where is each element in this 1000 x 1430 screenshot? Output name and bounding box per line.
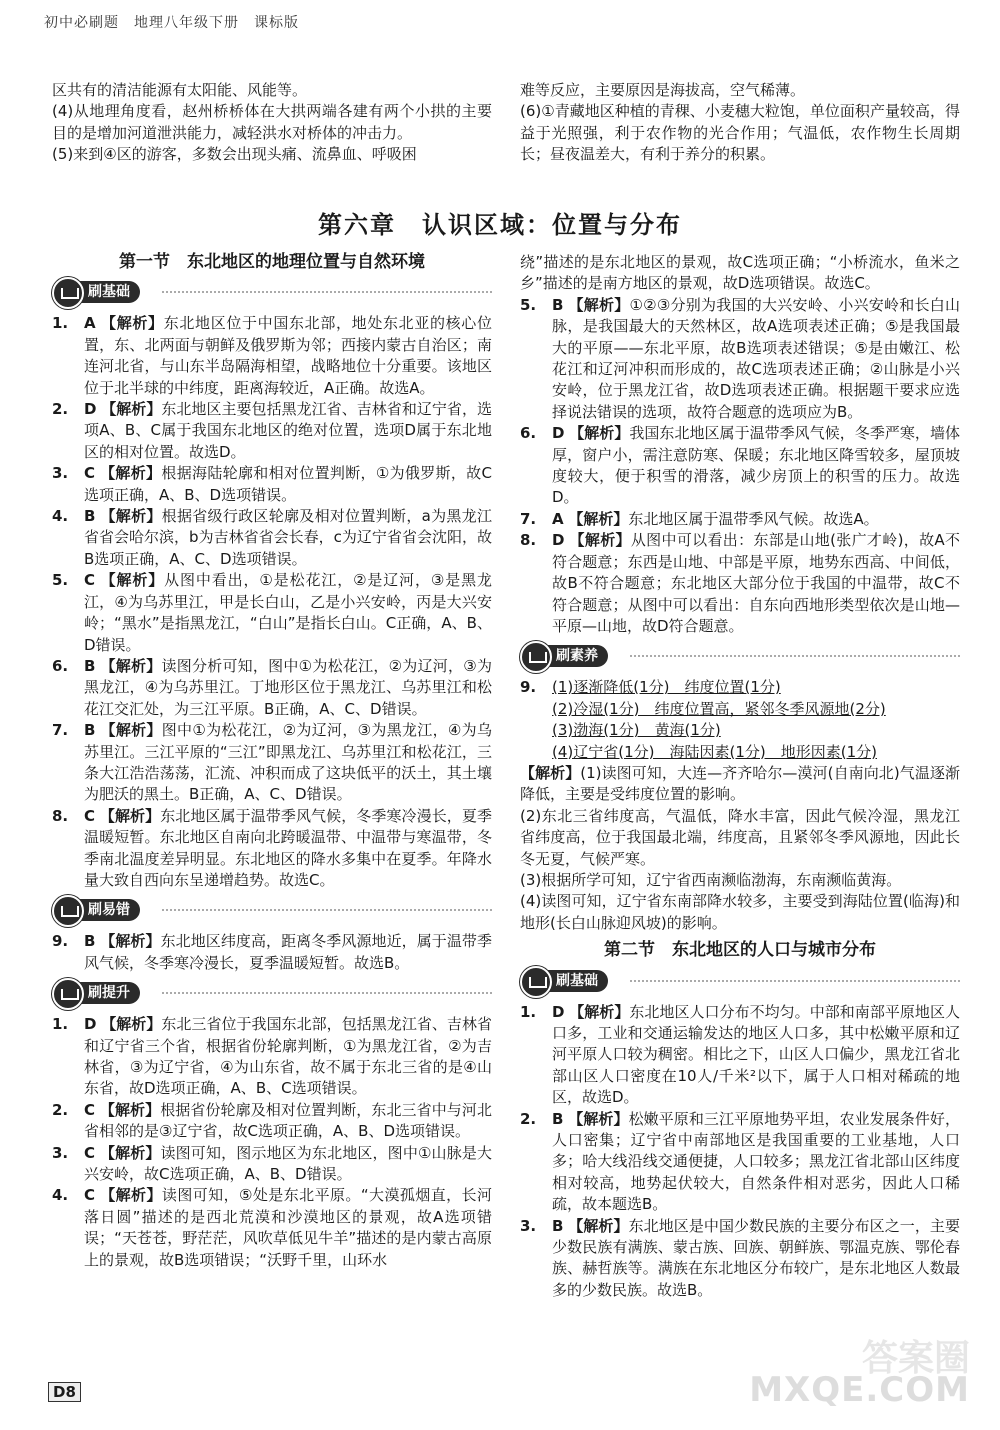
analysis-text: 东北地区位于中国东北部，地处东北亚的核心位置，东、北两面与朝鲜及俄罗斯为邻；西接内蒙古自治区；南连河北省，与山东半岛隔海相望，战略地位十分重要。该地区位于北半球的中纬度，距离海较近，A正确。故选A。 (84, 314, 492, 397)
answer-item (520, 295, 960, 423)
analysis-text: 图中①为松花江，②为辽河，③为黑龙江，④为乌苏里江。三江平原的“三江”即黑龙江、乌苏里江和松花江，三条大江浩浩荡荡，汇流、冲积而成了这块低平的沃土，其土壤为肥沃的黑土。B正确，A、C、D错误。 (84, 721, 492, 804)
analysis-tag: 【解析】 (100, 571, 165, 590)
top-right-line: 难等反应，主要原因是海拔高，空气稀薄。 (520, 81, 806, 99)
analysis-text: 东北地区纬度高，距离冬季风源地近，属于温带季风气候，冬季寒冷漫长，夏季温暖短暂。故选B。 (84, 932, 492, 972)
badge-label: 刷素养 (526, 645, 608, 667)
top-right-block (520, 80, 960, 166)
question-number: 4. (52, 1186, 69, 1205)
continued-text: 绕”描述的是东北地区的景观，故C选项正确；“小桥流水，鱼米之乡”描述的是南方地区的景观，故D选项错误。故选C。 (520, 253, 960, 293)
dotted-divider (162, 291, 492, 293)
answer-line: (2)冷湿(1分) 纬度位置高，紧邻冬季风源地(2分) (552, 699, 886, 718)
analysis-line: (2)东北三省纬度高，气温低，降水丰富，因此气候冷湿，黑龙江省纬度高，位于我国最北端，纬度高，且紧邻冬季风源地，因此长冬无夏，气候严寒。 (520, 806, 960, 868)
answer-item (52, 399, 492, 463)
analysis-tag: 【解析】 (568, 509, 629, 528)
answer-letter: D (552, 1002, 565, 1021)
book-icon (52, 277, 84, 309)
answer-letter: D (552, 531, 565, 550)
analysis-text: 根据省级行政区轮廓及相对位置判断，a为黑龙江省省会哈尔滨，b为吉林省省会长春，c为辽宁省省会沈阳，故B选项正确，A、C、D选项错误。 (84, 507, 492, 568)
analysis-text: 从图中看出，①是松花江，②是辽河，③是黑龙江，④为乌苏里江，甲是长白山，乙是小兴安岭，丙是大兴安岭；“黑水”是指黑龙江，“白山”是指长白山。C正确，A、B、D错误。 (84, 571, 492, 654)
answer-letter: D (552, 424, 565, 443)
answer-letter: B (84, 721, 96, 740)
answer-letter: D (84, 1015, 97, 1034)
analysis-text: 根据海陆轮廓和相对位置判断，①为俄罗斯，故C选项正确，A、B、D选项错误。 (84, 464, 492, 504)
answer-letter: C (84, 1186, 96, 1205)
question-number: 2. (52, 400, 69, 419)
answer-item (520, 1109, 960, 1216)
analysis-text: 根据省份轮廓及相对位置判断，东北三省中与河北省相邻的是③辽宁省，故C选项正确，A、B、D选项错误。 (84, 1100, 492, 1141)
badge-label: 刷基础 (526, 970, 608, 992)
badge-suyang (520, 643, 960, 669)
analysis-line: (3)根据所学可知，辽宁省西南濒临渤海，东南濒临黄海。 (520, 870, 902, 889)
dotted-divider (630, 655, 960, 657)
answer-letter: D (84, 400, 97, 419)
answer-letter: B (84, 656, 96, 675)
top-left-block (52, 80, 492, 166)
question-number: 9. (52, 932, 69, 951)
answer-item (520, 1002, 960, 1109)
badge-label: 刷易错 (58, 899, 140, 921)
analysis-tag: 【解析】 (569, 531, 631, 550)
running-header: 初中必刷题 地理八年级下册 课标版 (44, 15, 299, 31)
analysis-text: 松嫩平原和三江平原地势平坦，农业发展条件好，人口密集；辽宁省中南部地区是我国重要的工业基地，人口多；哈大线沿线交通便捷，人口较多；黑龙江省北部山区纬度相对较高，地势起伏较大，自然条件相对恶劣，因此人口稀疏，故本题选B。 (552, 1109, 960, 1214)
analysis-tag: 【解析】 (100, 932, 161, 951)
right-column (520, 252, 960, 1301)
basic-answers (52, 313, 492, 891)
answer-item (52, 570, 492, 656)
analysis-tag: 【解析】 (568, 295, 630, 314)
analysis-tag: 【解析】 (100, 1186, 162, 1205)
analysis-tag: 【解析】 (99, 806, 161, 825)
badge-yicuo (52, 897, 492, 923)
improvement-answers (52, 1014, 492, 1271)
answer-line: (3)渤海(1分) 黄海(1分) (552, 721, 721, 740)
top-left-line: 区共有的清洁能源有太阳能、风能等。 (52, 81, 308, 99)
question-number: 4. (52, 507, 69, 526)
badge-jichu-2 (520, 968, 960, 994)
answer-line: (4)辽宁省(1分) 海陆因素(1分) 地形因素(1分) (552, 742, 877, 761)
analysis-line: (4)读图可知，辽宁省东南部降水较多，主要受到海陆位置(临海)和地形(长白山脉迎风坡)的影响。 (520, 892, 960, 932)
badge-label: 刷基础 (58, 281, 140, 303)
section-title: 第一节 东北地区的地理位置与自然环境 (119, 252, 425, 272)
top-left-line: (4)从地理角度看，赵州桥桥体在大拱两端各建有两个小拱的主要目的是增加河道泄洪能力，减轻洪水对桥体的冲击力。 (52, 102, 492, 142)
analysis-tag: 【解析】 (99, 1143, 161, 1162)
top-right-line: (6)①青藏地区种植的青稞、小麦穗大粒饱，单位面积产量较高，得益于光照强，利于农作物的光合作用；气温低，农作物生长周期长；昼夜温差大，有利于养分的积累。 (520, 102, 960, 164)
top-left-line: (5)来到④区的游客，多数会出现头痛、流鼻血、呼吸困 (52, 145, 417, 164)
analysis-text: ①②③分别为我国的大兴安岭、小兴安岭和长白山脉，是我国最大的天然林区，故A选项表述正确；⑤是我国最大的平原——东北平原，故B选项表述错误；⑤是由嫩江、松花江和辽河冲积而形成的，故C选项表述正确；②山脉是小兴安岭，位于黑龙江省，故D选项表述正确。根据题干要求应选择说法错误的选项，故符合题意的选项应为B。 (552, 295, 960, 421)
question-number: 2. (520, 1109, 537, 1128)
dotted-divider (162, 909, 492, 911)
analysis-tag: 【解析】 (100, 721, 162, 740)
question-number: 3. (520, 1216, 537, 1235)
analysis-tag: 【解析】 (568, 1216, 629, 1235)
badge-tisheng (52, 980, 492, 1006)
question-number: 1. (520, 1002, 537, 1021)
question-number: 8. (52, 806, 69, 825)
answer-letter: B (552, 1109, 564, 1128)
answer-letter: B (84, 932, 96, 951)
answer-item (52, 656, 492, 720)
analysis-tag: 【解析】 (101, 1015, 162, 1034)
answer-line: (1)逐渐降低(1分) 纬度位置(1分) (552, 678, 781, 697)
answer-item (52, 463, 492, 506)
answer-letter: C (84, 571, 96, 590)
analysis-text: 读图可知，⑤处是东北平原。“大漠孤烟直，长河落日圆”描述的是西北荒漠和沙漠地区的景观，故A选项错误；“天苍苍，野茫茫，风吹草低见牛羊”描述的是内蒙古高原上的景观，故B选项错误；“沃野千里，山环水 (84, 1186, 492, 1269)
answer-letter: A (552, 509, 564, 528)
left-column (52, 252, 492, 1271)
watermark-url: MXQE.COM (749, 1370, 970, 1410)
analysis-text: 从图中可以看出：东部是山地(张广才岭)，故A不符合题意；东西是山地、中部是平原，地势东西高、中间低，故B不符合题意；东北地区大部分位于我国的中温带，故C不符合题意；从图中可以看出：自东向西地形类型依次是山地—平原—山地，故D符合题意。 (552, 531, 960, 635)
answer-item (52, 720, 492, 806)
answer-item (52, 1143, 492, 1186)
answer-letter: C (84, 464, 96, 483)
question-number: 7. (52, 721, 69, 740)
analysis-text: 东北地区主要包括黑龙江省、吉林省和辽宁省，选项A、B、C属于我国东北地区的绝对位置，选项D属于东北地区的相对位置。故选D。 (84, 400, 492, 461)
answer-item (520, 423, 960, 509)
question-number: 9. (520, 678, 537, 697)
analysis-tag: 【解析】 (100, 656, 162, 675)
watermark-logo: 答案圈 (861, 1338, 970, 1379)
question-number: 1. (52, 1015, 69, 1034)
analysis-text: 我国东北地区属于温带季风气候，冬季严寒，墙体厚，窗户小，需注意防寒、保暖；东北地区降雪较多，屋顶坡度较大，便于积雪的滑落，减少房顶上的积雪的压力。故选D。 (552, 424, 960, 507)
analysis-text: 读图分析可知，图中①为松花江，②为辽河，③为黑龙江，④为乌苏里江。丁地形区位于黑龙江、乌苏里江和松花江交汇处，为三江平原。B正确，A、C、D错误。 (84, 656, 492, 718)
analysis-tag: 【解析】 (569, 1002, 630, 1021)
question-number: 5. (52, 571, 69, 590)
analysis-tag: 【解析】 (569, 424, 630, 443)
answer-item (52, 313, 492, 399)
analysis-tag: 【解析】 (101, 400, 162, 419)
question-number: 6. (520, 424, 537, 443)
answer-item (52, 1100, 492, 1143)
book-icon (52, 895, 84, 927)
analysis-text: 东北三省位于我国东北部，包括黑龙江省、吉林省和辽宁省三个省，根据省份轮廓判断，①为黑龙江省，②为吉林省，③为辽宁省，④为山东省，故不属于东北三省的是④山东省，故D选项正确，A、B、C选项错误。 (84, 1015, 492, 1098)
analysis-tag: 【解析】 (100, 507, 162, 526)
analysis-text: 东北地区属于温带季风气候。故选A。 (628, 509, 879, 528)
book-icon (52, 978, 84, 1010)
question-number: 6. (52, 656, 69, 675)
question-number: 1. (52, 314, 69, 333)
page-number: D8 (48, 1382, 81, 1402)
answer-item (52, 1185, 492, 1271)
question-number: 3. (52, 464, 69, 483)
question-9-block (520, 677, 960, 763)
analysis-tag: 【解析】 (100, 464, 162, 483)
answer-item (52, 806, 492, 892)
answer-letter: C (84, 1100, 96, 1119)
chapter-title: 第六章 认识区域：位置与分布 (318, 211, 682, 239)
right-answers (520, 295, 960, 638)
question-number: 2. (52, 1100, 69, 1119)
dotted-divider (162, 992, 492, 994)
answer-letter: B (552, 1216, 564, 1235)
answer-item (52, 1014, 492, 1100)
analysis-tag: 【解析】 (520, 763, 581, 782)
answer-item (52, 506, 492, 570)
badge-jichu (52, 279, 492, 305)
analysis-text: 东北地区是中国少数民族的主要分布区之一，主要少数民族有满族、蒙古族、回族、朝鲜族、鄂温克族、鄂伦春族、赫哲族等。满族在东北地区分布较广，是东北地区人数最多的少数民族。故选B。 (552, 1216, 960, 1299)
answer-letter: B (552, 295, 564, 314)
error-prone-answers (52, 931, 492, 974)
answer-letter: B (84, 507, 96, 526)
dotted-divider (630, 980, 960, 982)
answer-item (520, 530, 960, 637)
book-icon (520, 966, 552, 998)
section2-answers (520, 1002, 960, 1302)
answer-letter: C (84, 806, 96, 825)
question-number: 5. (520, 295, 537, 314)
question-number: 7. (520, 509, 537, 528)
answer-letter: C (84, 1143, 96, 1162)
analysis-text: 东北地区人口分布不均匀。中部和南部平原地区人口多，工业和交通运输发达的地区人口多，其中松嫩平原和辽河平原人口较为稠密。相比之下，山区人口偏少，黑龙江省北部山区人口密度在10人/千米²以下，属于人口相对稀疏的地区，故选D。 (552, 1002, 960, 1107)
answer-item (52, 931, 492, 974)
analysis-text: 读图可知，图示地区为东北地区，图中①山脉是大兴安岭，故C选项正确，A、B、D错误。 (84, 1143, 492, 1184)
answer-letter: A (84, 314, 96, 333)
analysis-tag: 【解析】 (99, 1100, 161, 1119)
question-number: 8. (520, 531, 537, 550)
answer-item (520, 509, 960, 530)
analysis-tag: 【解析】 (568, 1109, 629, 1128)
book-icon (520, 641, 552, 673)
analysis-line: 【解析】(1)读图可知，大连—齐齐哈尔—漠河(自南向北)气温逐渐降低，主要是受纬度位置的影响。 (520, 763, 960, 804)
analysis-tag: 【解析】 (101, 314, 164, 333)
question-number: 3. (52, 1143, 69, 1162)
analysis-text: 东北地区属于温带季风气候，冬季寒冷漫长，夏季温暖短暂。东北地区自南向北跨暖温带、中温带与寒温带，冬季南北温度差异明显。东北地区的降水多集中在夏季。年降水量大致自西向东呈递增趋势。故选C。 (84, 806, 492, 889)
answer-item (520, 1216, 960, 1302)
badge-label: 刷提升 (58, 982, 140, 1004)
section-title: 第二节 东北地区的人口与城市分布 (604, 940, 876, 961)
